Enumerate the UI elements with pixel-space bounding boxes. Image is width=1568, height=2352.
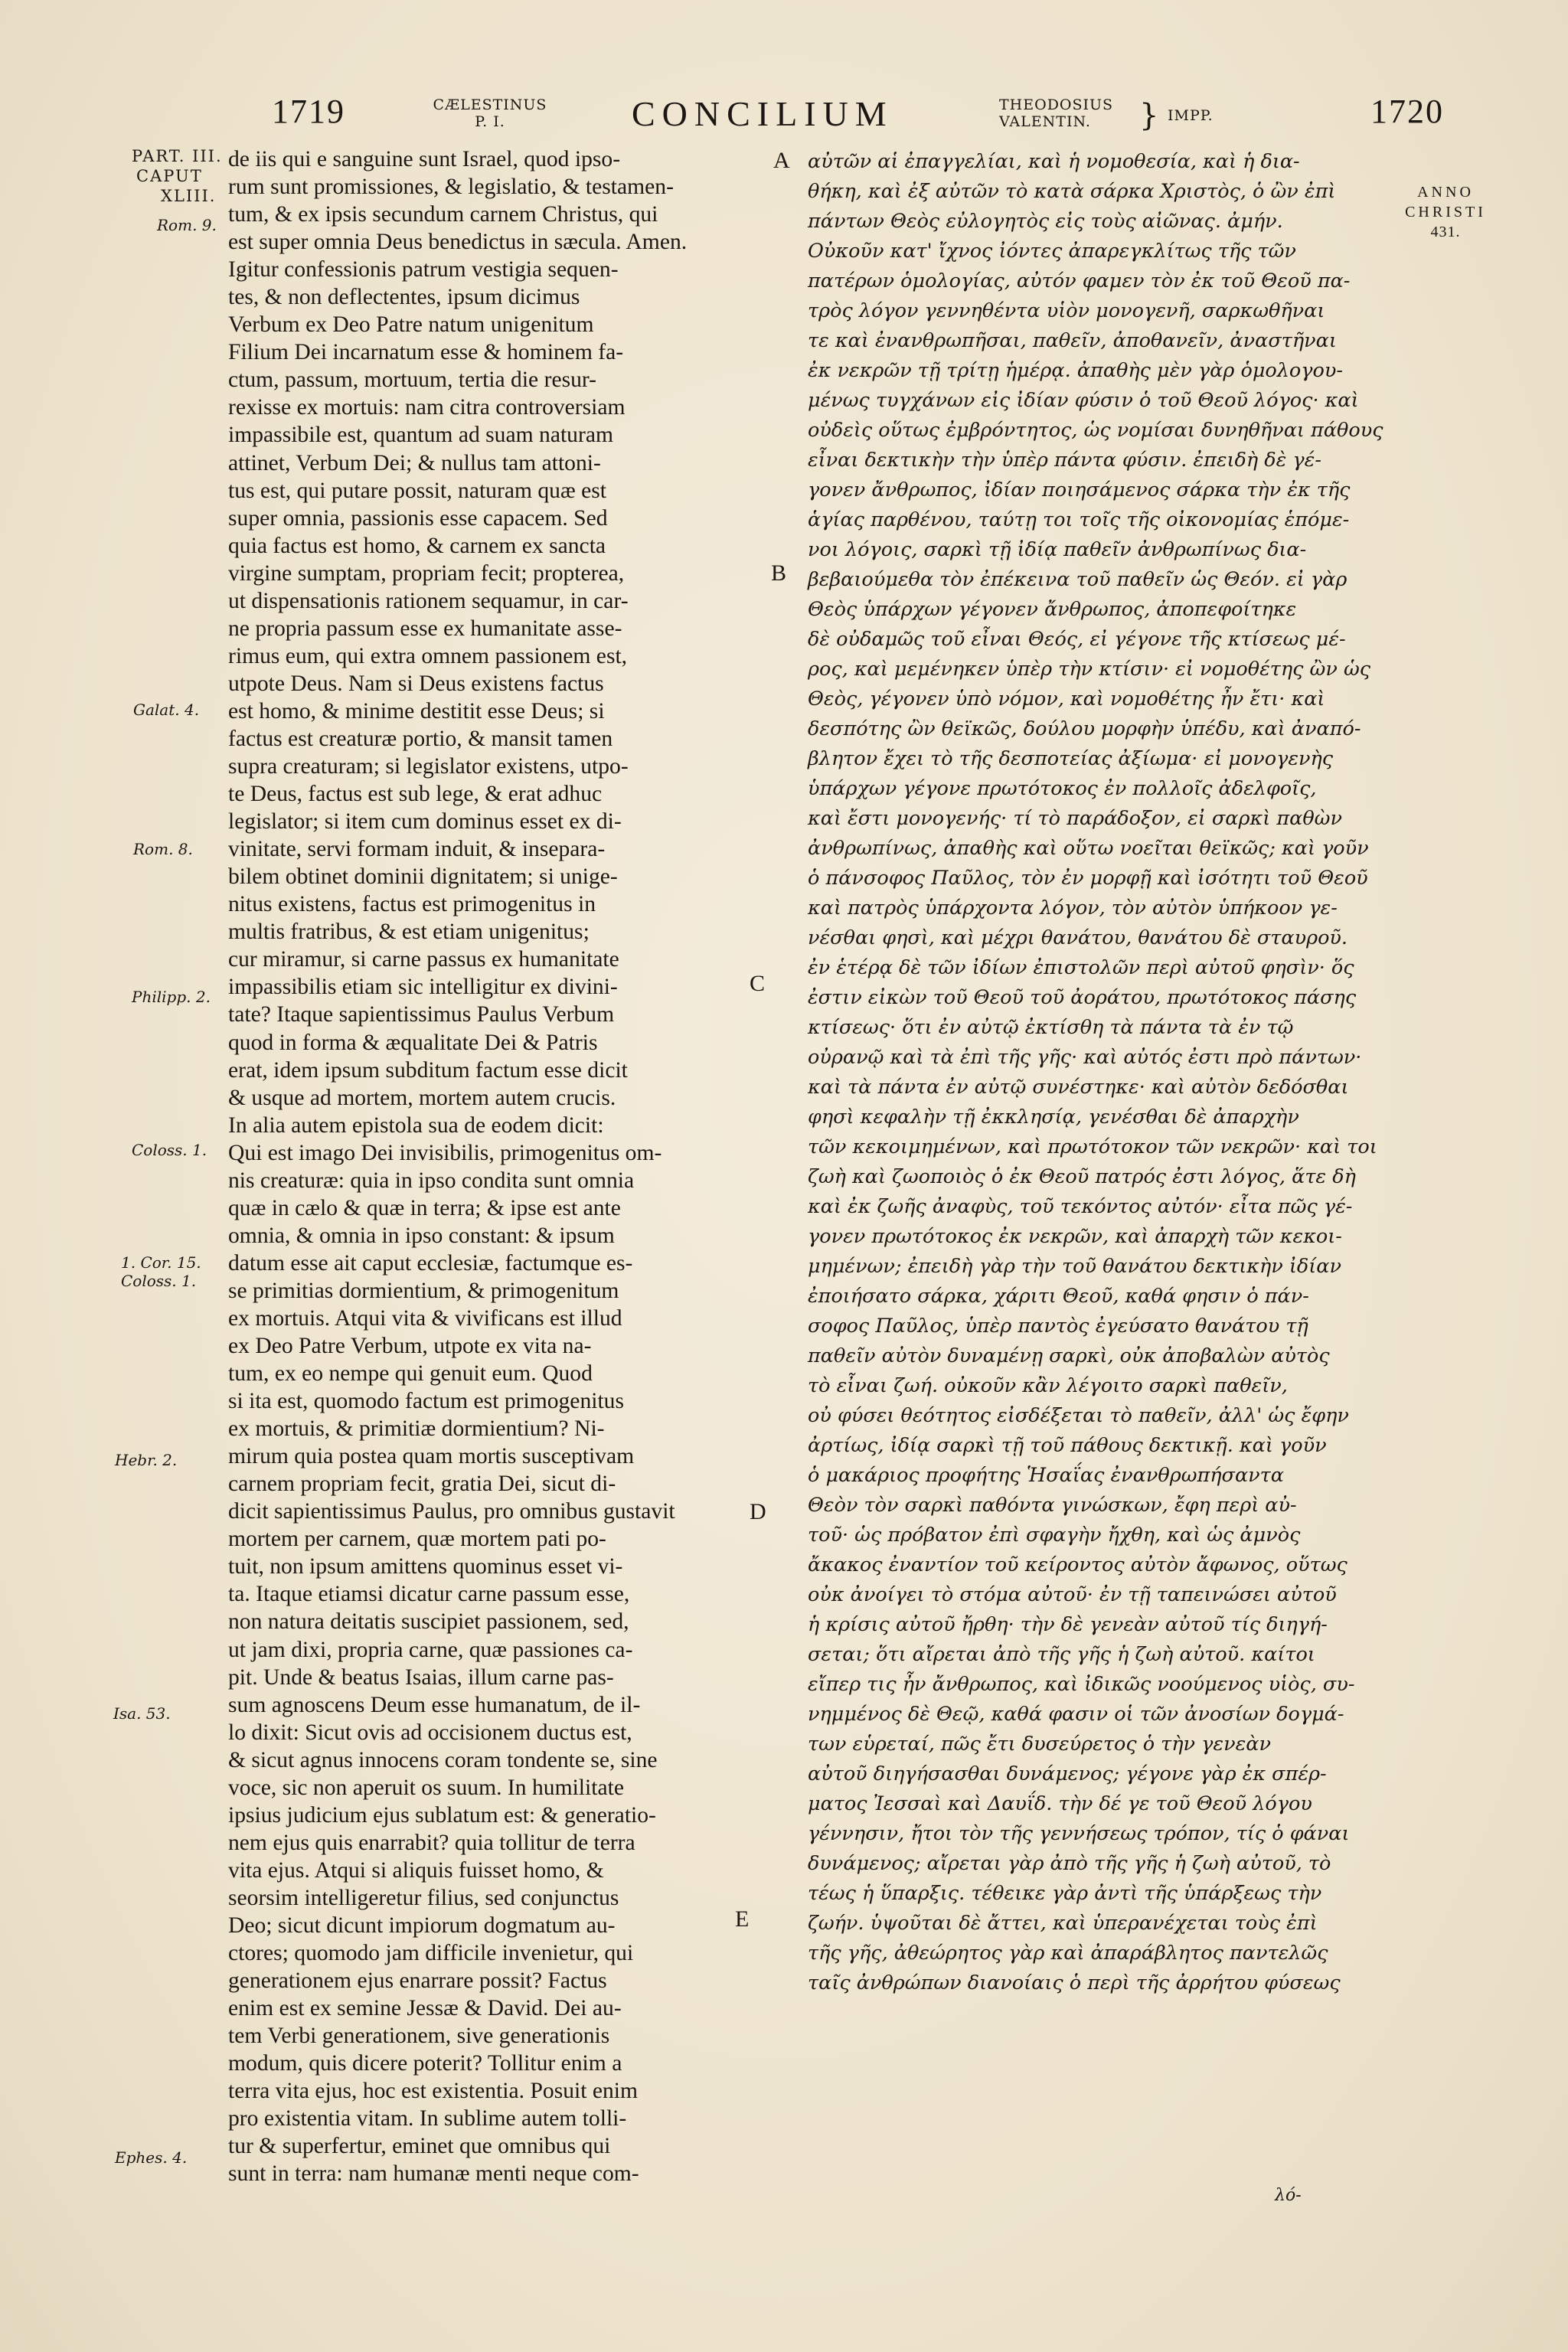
- emperor-1: THEODOSIUS: [999, 96, 1114, 113]
- greek-text-line: οὐκ ἀνοίγει τὸ στόμα αὐτοῦ· ἐν τῇ ταπεινώσει αὐτοῦ: [808, 1583, 1337, 1606]
- latin-text-line: sum agnoscens Deum esse humanatum, de il-: [228, 1692, 641, 1717]
- greek-text-line: γονεν ἄνθρωπος, ἰδίαν ποιησάμενος σάρκα τὴν ἐκ τῆς: [808, 479, 1351, 501]
- greek-text-line: πατέρων ὁμολογίας, αὐτόν φαμεν τὸν ἐκ τοῦ Θεοῦ πα-: [808, 270, 1351, 292]
- latin-text-line: supra creaturam; si legislator existens, utpo-: [228, 754, 629, 779]
- latin-text-line: tuit, non ipsum amittens quominus esset vi-: [228, 1554, 623, 1579]
- greek-text-line: καὶ τὰ πάντα ἐν αὐτῷ συνέστηκε· καὶ αὐτὸν δεδόσθαι: [808, 1076, 1349, 1099]
- greek-text-line: νοι λόγοις, σαρκὶ τῇ ἰδίᾳ παθεῖν ἀνθρωπίνως δια-: [808, 538, 1307, 561]
- latin-text-line: voce, sic non aperuit os suum. In humilitate: [228, 1775, 624, 1800]
- greek-text-line: τρὸς λόγον γεννηθέντα υἱὸν μονογενῆ, σαρκωθῆναι: [808, 299, 1325, 322]
- page-number-left: 1719: [272, 93, 345, 130]
- margin-ref: Hebr. 2.: [115, 1451, 178, 1469]
- margin-anno-christi: [1400, 182, 1491, 242]
- latin-text-line: super omnia, passionis esse capacem. Sed: [228, 505, 608, 531]
- margin-ref: Coloss. 1.: [132, 1141, 207, 1159]
- anno-year: 431.: [1430, 224, 1461, 240]
- greek-text-line: ἀρτίως, ἰδίᾳ σαρκὶ τῇ τοῦ πάθους δεκτικῇ. καὶ γοῦν: [808, 1434, 1327, 1457]
- page-number-right: 1720: [1370, 93, 1444, 130]
- margin-ref: 1. Cor. 15.: [121, 1253, 201, 1272]
- greek-text-line: Οὐκοῦν κατ' ἴχνος ἰόντες ἀπαρεγκλίτως τῆς τῶν: [808, 240, 1296, 263]
- latin-text-line: Qui est imago Dei invisibilis, primogenitus om-: [228, 1140, 662, 1165]
- greek-text-line: τε καὶ ἐνανθρωπῆσαι, παθεῖν, ἀποθανεῖν, ἀναστῆναι: [808, 329, 1337, 352]
- greek-text-line: ἡ κρίσις αὐτοῦ ἤρθη· τὴν δὲ γενεὰν αὐτοῦ τίς διηγή-: [808, 1613, 1328, 1636]
- greek-text-line: βεβαιούμεθα τὸν ἐπέκεινα τοῦ παθεῖν ὡς Θεόν. εἰ γὰρ: [808, 568, 1348, 591]
- latin-text-line: rimus eum, qui extra omnem passionem est,: [228, 643, 628, 668]
- latin-text-line: Igitur confessionis patrum vestigia sequen-: [228, 257, 619, 283]
- latin-text-line: multis fratribus, & est etiam unigenitus;: [228, 920, 590, 945]
- latin-text-line: modum, quis dicere poterit? Tollitur enim a: [228, 2051, 622, 2076]
- greek-text-line: ταῖς ἀνθρώπων διανοίαις ὁ περὶ τῆς ἀρρήτου φύσεως: [808, 1971, 1341, 1994]
- latin-text-line: tem Verbi generationem, sive generationis: [228, 2024, 610, 2049]
- latin-text-line: legislator; si item cum dominus esset ex di-: [228, 809, 622, 835]
- greek-text-line: τὸ εἶναι ζωή. οὐκοῦν κἂν λέγοιτο σαρκὶ παθεῖν,: [808, 1374, 1288, 1397]
- margin-part: PART. III.: [132, 147, 223, 165]
- latin-text-line: & usque ad mortem, mortem autem crucis.: [228, 1085, 616, 1110]
- latin-text-line: ut jam dixi, propria carne, quæ passiones ca-: [228, 1637, 633, 1662]
- latin-text-line: non natura deitatis suscipiet passionem, sed,: [228, 1609, 629, 1635]
- latin-text-line: nis creaturæ: quia in ipso condita sunt omnia: [228, 1168, 635, 1193]
- greek-column: [808, 147, 1413, 1998]
- latin-text-line: quia factus est homo, & carnem ex sancta: [228, 533, 606, 558]
- greek-text-line: ἐκ νεκρῶν τῇ τρίτῃ ἡμέρᾳ. ἀπαθὴς μὲν γὰρ ὁμολογου-: [808, 359, 1343, 382]
- greek-text-line: νημμένος δὲ Θεῷ, καθά φασιν οἱ τῶν ἀνοσίων δογμά-: [808, 1703, 1344, 1726]
- margin-ref: Ephes. 4.: [115, 2148, 188, 2167]
- latin-text-line: pro existentia vitam. In sublime autem tolli-: [228, 2106, 627, 2132]
- latin-text-line: tum, ex eo nempe qui genuit eum. Quod: [228, 1361, 593, 1387]
- margin-ref: Rom. 9.: [157, 216, 217, 234]
- catchword: λό-: [1275, 2186, 1302, 2205]
- greek-text-line: ὑπάρχων γέγονε πρωτότοκος ἐν πολλοῖς ἀδελφοῖς,: [808, 777, 1317, 800]
- greek-text-line: ἐν ἑτέρᾳ δὲ τῶν ἰδίων ἐπιστολῶν περὶ αὐτοῦ φησὶν· ὅς: [808, 956, 1354, 979]
- greek-text-line: μημένων; ἐπειδὴ γὰρ τὴν τοῦ θανάτου δεκτικὴν ἰδίαν: [808, 1255, 1341, 1278]
- greek-text-line: ματος Ἰεσσαὶ καὶ Δαυΐδ. τὴν δέ γε τοῦ Θεοῦ λόγου: [808, 1792, 1312, 1815]
- latin-text-line: attinet, Verbum Dei; & nullus tam attoni-: [228, 450, 601, 475]
- latin-text-line: tes, & non deflectentes, ipsum dicimus: [228, 285, 580, 310]
- latin-text-line: nem ejus quis enarrabit? quia tollitur de terra: [228, 1830, 635, 1855]
- greek-text-line: ζωήν. ὑψοῦται δὲ ἄττει, καὶ ὑπερανέχεται τοὺς ἐπὶ: [808, 1912, 1318, 1935]
- greek-text-line: ἐστιν εἰκὼν τοῦ Θεοῦ τοῦ ἀοράτου, πρωτότοκος πάσης: [808, 986, 1357, 1009]
- latin-text-line: erat, idem ipsum subditum factum esse dicit: [228, 1057, 628, 1083]
- latin-text-line: cur miramur, si carne passus ex humanitate: [228, 947, 619, 972]
- running-head-emperors: [999, 96, 1129, 130]
- latin-text-line: ut dispensationis rationem sequamur, in car-: [228, 588, 629, 613]
- latin-text-line: ta. Itaque etiamsi dicatur carne passum esse,: [228, 1582, 630, 1607]
- margin-caput-number: XLIII.: [161, 187, 217, 205]
- latin-text-line: ex mortuis, & primitiæ dormientium? Ni-: [228, 1416, 605, 1442]
- latin-text-line: carnem propriam fecit, gratia Dei, sicut di-: [228, 1472, 616, 1497]
- greek-text-line: Θεὸς ὑπάρχων γέγονεν ἄνθρωπος, ἀποπεφοίτηκε: [808, 598, 1297, 621]
- latin-text-line: tate? Itaque sapientissimus Paulus Verbum: [228, 1002, 615, 1027]
- greek-text-line: ἀνθρωπίνως, ἀπαθὴς καὶ οὕτω νοεῖται θεϊκῶς; καὶ γοῦν: [808, 837, 1369, 860]
- greek-text-line: οὐ φύσει θεότητος εἰσδέξεται τὸ παθεῖν, ἀλλ' ὡς ἔφην: [808, 1404, 1349, 1427]
- latin-text-line: utpote Deus. Nam si Deus existens factus: [228, 671, 604, 696]
- latin-text-line: ne propria passum esse ex humanitate asse-: [228, 616, 622, 641]
- latin-text-line: vinitate, servi formam induit, & insepara-: [228, 837, 606, 862]
- margin-ref: Philipp. 2.: [132, 988, 211, 1006]
- section-letter-e: E: [735, 1906, 750, 1932]
- latin-text-line: rexisse ex mortuis: nam citra controversiam: [228, 395, 626, 420]
- latin-text-line: pit. Unde & beatus Isaias, illum carne pas-: [228, 1664, 614, 1690]
- greek-text-line: δεσπότης ὢν θεϊκῶς, δούλου μορφὴν ὑπέδυ, καὶ ἀναπό-: [808, 717, 1361, 740]
- latin-text-line: enim est ex semine Jessæ & David. Dei au-: [228, 1996, 622, 2021]
- latin-text-line: ipsius judicium ejus sublatum est: & generatio-: [228, 1802, 656, 1828]
- greek-text-line: ἐποιήσατο σάρκα, χάριτι Θεοῦ, καθά φησιν ὁ πάν-: [808, 1285, 1309, 1308]
- christi-label: CHRISTI: [1405, 204, 1486, 220]
- margin-ref: Isa. 53.: [113, 1704, 171, 1723]
- greek-text-line: παθεῖν αὐτὸν δυναμένῃ σαρκὶ, οὐκ ἀποβαλὼν αὐτὸς: [808, 1344, 1330, 1367]
- latin-text-line: tur & superfertur, eminet que omnibus qui: [228, 2134, 611, 2159]
- latin-text-line: mortem per carnem, quæ mortem pati po-: [228, 1527, 606, 1552]
- section-letter-c: C: [750, 971, 766, 996]
- pope-name: CÆLESTINUS: [433, 96, 547, 113]
- greek-text-line: αὐτοῦ διηγήσασθαι δυνάμενος; γέγονε γὰρ ἐκ σπέρ-: [808, 1762, 1327, 1785]
- latin-text-line: Deo; sicut dicunt impiorum dogmatum au-: [228, 1913, 616, 1938]
- latin-text-line: de iis qui e sanguine sunt Israel, quod ipso-: [228, 147, 621, 172]
- greek-text-line: φησὶ κεφαλὴν τῇ ἐκκλησίᾳ, γενέσθαι δὲ ἀπαρχὴν: [808, 1106, 1299, 1129]
- greek-text-line: κτίσεως· ὅτι ἐν αὐτῷ ἐκτίσθη τὰ πάντα τὰ ἐν τῷ: [808, 1016, 1294, 1039]
- latin-text-line: terra vita ejus, hoc est existentia. Posuit enim: [228, 2079, 639, 2104]
- latin-text-line: est super omnia Deus benedictus in sæcula. Amen.: [228, 230, 688, 255]
- greek-text-line: των εὑρεταί, πῶς ἔτι δυσεύρετος ὁ τὴν γενεὰν: [808, 1733, 1271, 1756]
- greek-text-line: γονεν πρωτότοκος ἐκ νεκρῶν, καὶ ἀπαρχὴ τῶν κεκοι-: [808, 1225, 1342, 1248]
- greek-text-line: δυνάμενος; αἴρεται γὰρ ἀπὸ τῆς γῆς ἡ ζωὴ αὐτοῦ, τὸ: [808, 1852, 1331, 1875]
- greek-text-line: Θεὸν τὸν σαρκὶ παθόντα γινώσκων, ἔφη περὶ αὐ-: [808, 1494, 1297, 1517]
- latin-text-line: dicit sapientissimus Paulus, pro omnibus gustavit: [228, 1499, 675, 1524]
- greek-text-line: τέως ἡ ὕπαρξις. τέθεικε γὰρ ἀντὶ τῆς ὑπάρξεως τὴν: [808, 1882, 1322, 1905]
- latin-text-line: factus est creaturæ portio, & mansit tamen: [228, 726, 613, 751]
- margin-ref: Coloss. 1.: [121, 1272, 197, 1290]
- latin-text-line: seorsim intelligeretur filius, sed conjunctus: [228, 1885, 619, 1910]
- latin-text-line: & sicut agnus innocens coram tondente se, sine: [228, 1747, 658, 1772]
- greek-text-line: ὁ μακάριος προφήτης Ἡσαΐας ἐνανθρωπήσαντα: [808, 1464, 1284, 1487]
- latin-text-line: se primitias dormientium, & primogenitum: [228, 1278, 619, 1303]
- greek-text-line: εἴπερ τις ἦν ἄνθρωπος, καὶ ἰδικῶς νοούμενος υἱὸς, συ-: [808, 1673, 1355, 1696]
- latin-text-line: omnia, & omnia in ipso constant: & ipsum: [228, 1223, 615, 1248]
- greek-text-line: ἁγίας παρθένου, ταύτῃ τοι τοῖς τῆς οἰκονομίας ἑπόμε-: [808, 508, 1350, 531]
- greek-text-line: σεται; ὅτι αἴρεται ἀπὸ τῆς γῆς ἡ ζωὴ αὐτοῦ. καίτοι: [808, 1643, 1315, 1666]
- latin-text-line: tus est, qui putare possit, naturam quæ est: [228, 478, 606, 503]
- greek-text-line: δὲ οὐδαμῶς τοῦ εἶναι Θεός, εἰ γέγονε τῆς κτίσεως μέ-: [808, 628, 1346, 651]
- latin-text-line: est homo, & minime destitit esse Deus; si: [228, 698, 605, 724]
- latin-text-line: Verbum ex Deo Patre natum unigenitum: [228, 312, 594, 338]
- latin-text-line: tum, & ex ipsis secundum carnem Christus, qui: [228, 202, 658, 227]
- running-head-imp: IMPP.: [1168, 107, 1214, 124]
- margin-ref: Rom. 8.: [133, 840, 193, 858]
- latin-text-line: ctores; quomodo jam difficile invenietur, qui: [228, 1941, 634, 1966]
- latin-text-line: generationem ejus enarrare possit? Factus: [228, 1968, 607, 1994]
- greek-text-line: καὶ ἔστι μονογενής· τί τὸ παράδοξον, εἰ σαρκὶ παθὼν: [808, 807, 1342, 830]
- emperor-2: VALENTIN.: [999, 113, 1091, 130]
- latin-text-line: vita ejus. Atqui si aliquis fuisset homo, &: [228, 1857, 604, 1883]
- greek-text-line: νέσθαι φησὶ, καὶ μέχρι θανάτου, θανάτου δὲ σταυροῦ.: [808, 926, 1348, 949]
- latin-text-line: mirum quia postea quam mortis susceptivam: [228, 1444, 635, 1469]
- latin-text-line: te Deus, factus est sub lege, & erat adhuc: [228, 782, 603, 807]
- greek-text-line: τοῦ· ὡς πρόβατον ἐπὶ σφαγὴν ἤχθη, καὶ ὡς ἀμνὸς: [808, 1524, 1301, 1547]
- greek-text-line: καὶ πατρὸς ὑπάρχοντα λόγον, τὸν αὐτὸν ὑπήκοον γε-: [808, 897, 1338, 920]
- pope-ordinal: P. I.: [475, 113, 505, 130]
- greek-text-line: γέννησιν, ἤτοι τὸν τῆς γεννήσεως τρόπον, τίς ὁ φάναι: [808, 1822, 1350, 1845]
- greek-text-line: καὶ ἐκ ζωῆς ἀναφὺς, τοῦ τεκόντος αὐτόν· εἶτα πῶς γέ-: [808, 1195, 1353, 1218]
- greek-text-line: τῶν κεκοιμημένων, καὶ πρωτότοκον τῶν νεκρῶν· καὶ τοι: [808, 1135, 1377, 1158]
- greek-text-line: μένως τυγχάνων εἰς ἰδίαν φύσιν ὁ τοῦ Θεοῦ λόγος· καὶ: [808, 389, 1359, 412]
- greek-text-line: εἶναι δεκτικὴν τὴν ὑπὲρ πάντα φύσιν. ἐπειδὴ δὲ γέ-: [808, 449, 1321, 472]
- greek-text-line: πάντων Θεὸς εὐλογητὸς εἰς τοὺς αἰῶνας. ἀμήν.: [808, 210, 1283, 233]
- latin-text-line: impassibilis etiam sic intelligitur ex divini-: [228, 975, 618, 1000]
- latin-text-line: bilem obtinet dominii dignitatem; si unige-: [228, 864, 618, 890]
- section-letter-a: A: [773, 148, 790, 173]
- latin-text-line: quod in forma & æqualitate Dei & Patris: [228, 1030, 598, 1055]
- latin-text-line: In alia autem epistola sua de eodem dicit:: [228, 1112, 604, 1138]
- latin-text-line: datum esse ait caput ecclesiæ, factumque es-: [228, 1250, 633, 1276]
- latin-text-line: impassibile est, quantum ad suam naturam: [228, 423, 613, 448]
- latin-text-line: ctum, passum, mortuum, tertia die resur-: [228, 368, 597, 393]
- greek-text-line: τῆς γῆς, ἀθεώρητος γὰρ καὶ ἀπαράβλητος παντελῶς: [808, 1942, 1328, 1965]
- greek-text-line: ἄκακος ἐναντίον τοῦ κείροντος αὐτὸν ἄφωνος, οὕτως: [808, 1553, 1348, 1576]
- header-brace: }: [1139, 98, 1159, 133]
- greek-text-line: σοφος Παῦλος, ὑπὲρ παντὸς ἐγεύσατο θανάτου τῇ: [808, 1315, 1308, 1338]
- section-letter-b: B: [771, 560, 787, 586]
- latin-text-line: rum sunt promissiones, & legislatio, & testamen-: [228, 175, 674, 200]
- margin-caput: CAPUT: [136, 167, 203, 185]
- running-head-pope: [433, 96, 547, 130]
- greek-text-line: ὁ πάνσοφος Παῦλος, τὸν ἐν μορφῇ καὶ ἰσότητι τοῦ Θεοῦ: [808, 867, 1368, 890]
- anno-label: ANNO: [1417, 184, 1474, 201]
- greek-text-line: οὐρανῷ καὶ τὰ ἐπὶ τῆς γῆς· καὶ αὐτός ἐστι πρὸ πάντων·: [808, 1046, 1362, 1069]
- margin-ref: Galat. 4.: [133, 701, 200, 719]
- greek-text-line: θήκη, καὶ ἐξ αὐτῶν τὸ κατὰ σάρκα Χριστὸς, ὁ ὢν ἐπὶ: [808, 180, 1336, 203]
- latin-text-line: quæ in cælo & quæ in terra; & ipse est ante: [228, 1195, 621, 1220]
- running-head-title: CONCILIUM: [632, 94, 893, 133]
- latin-text-line: ex Deo Patre Verbum, utpote ex vita na-: [228, 1334, 592, 1359]
- section-letter-d: D: [750, 1499, 766, 1524]
- latin-text-line: ex mortuis. Atqui vita & vivificans est illud: [228, 1305, 622, 1331]
- latin-text-line: nitus existens, factus est primogenitus in: [228, 892, 596, 917]
- latin-text-line: lo dixit: Sicut ovis ad occisionem ductus est,: [228, 1720, 632, 1745]
- latin-text-line: virgine sumptam, propriam fecit; propterea,: [228, 560, 625, 586]
- greek-text-line: ζωὴ καὶ ζωοποιὸς ὁ ἐκ Θεοῦ πατρός ἐστι λόγος, ἅτε δὴ: [808, 1165, 1356, 1188]
- greek-text-line: οὐδεὶς οὕτως ἐμβρόντητος, ὡς νομίσαι δυνηθῆναι πάθους: [808, 419, 1383, 442]
- latin-text-line: si ita est, quomodo factum est primogenitus: [228, 1389, 624, 1414]
- greek-text-line: ρος, καὶ μεμένηκεν ὑπὲρ τὴν κτίσιν· εἰ νομοθέτης ὢν ὡς: [808, 658, 1371, 681]
- latin-text-line: sunt in terra: nam humanæ menti neque com-: [228, 2161, 639, 2187]
- greek-text-line: αὐτῶν αἱ ἐπαγγελίαι, καὶ ἡ νομοθεσία, καὶ ἡ δια-: [808, 150, 1300, 173]
- latin-text-line: Filium Dei incarnatum esse & hominem fa-: [228, 340, 624, 365]
- latin-column: [228, 145, 764, 2187]
- greek-text-line: βλητον ἔχει τὸ τῆς δεσποτείας ἀξίωμα· εἰ μονογενὴς: [808, 747, 1334, 770]
- greek-text-line: Θεὸς, γέγονεν ὑπὸ νόμον, καὶ νομοθέτης ἦν ἔτι· καὶ: [808, 688, 1325, 710]
